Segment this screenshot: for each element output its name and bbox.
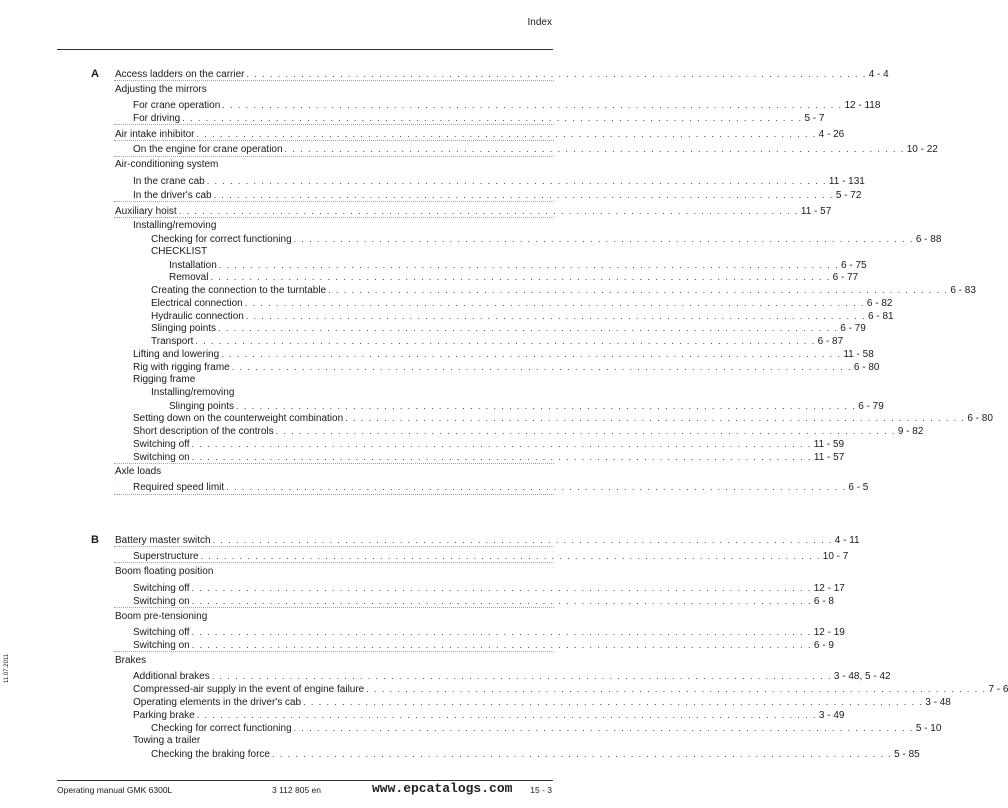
entry-label: Operating elements in the driver's cab [133, 697, 302, 708]
entry-page-ref: 6 - 8 [813, 596, 834, 607]
dot-leader: . . . . . . . . . . . . . . . . . . . . . . . . . . . . . . . . . . . . . . . . . . . . . . . . . . . . . . . . . . . . . . . . . . . . . . . . . . . . . . . . [178, 206, 799, 216]
entry-label: Hydraulic connection [151, 311, 244, 322]
entry-page-ref: 5 - 7 [804, 113, 825, 124]
entry-page-ref: 11 - 59 [813, 439, 845, 450]
entry-page-ref: 3 - 49 [818, 710, 845, 721]
entry-label: Additional brakes [133, 671, 210, 682]
index-entry [133, 670, 891, 683]
entry-label: Compressed-air supply in the event of engine failure [133, 684, 365, 695]
entry-page-ref: 5 - 85 [894, 749, 920, 760]
entry-page-ref: 3 - 48, 5 - 42 [833, 671, 891, 682]
entry-label: Boom floating position [115, 566, 214, 577]
entry-separator-rule [114, 562, 554, 563]
entry-page-ref: 6 - 9 [813, 640, 834, 651]
index-entry [151, 284, 976, 297]
entry-label: Checking for correct functioning [151, 723, 292, 734]
entry-label: Slinging points [169, 401, 235, 412]
index-entry [115, 84, 207, 96]
footer-doc-number: 3 112 805 en [272, 785, 321, 795]
dot-leader: . . . . . . . . . . . . . . . . . . . . . . . . . . . . . . . . . . . . . . . . . . . . . . . . . . . . . . . . . . . . . . . . . . . . . . . . . . . . . . . . [206, 176, 827, 186]
entry-page-ref: 12 - 19 [813, 627, 845, 638]
entry-label: Switching on [133, 452, 190, 463]
entry-label: Removal [169, 272, 209, 283]
entry-page-ref: 6 - 83 [950, 285, 976, 296]
entry-label: In the crane cab [133, 176, 205, 187]
entry-label: Boom pre-tensioning [115, 611, 208, 622]
dot-leader: . . . . . . . . . . . . . . . . . . . . . . . . . . . . . . . . . . . . . . . . . . . . . . . . . . . . . . . . . . . . . . . . . . . . . . . . . . . . . . . . [218, 323, 839, 333]
entry-label: Setting down on the counterweight combination [133, 413, 344, 424]
dot-leader: . . . . . . . . . . . . . . . . . . . . . . . . . . . . . . . . . . . . . . . . . . . . . . . . . . . . . . . . . . . . . . . . . . . . . . . . . . . . . . . . [284, 144, 905, 154]
footer-manual-title: Operating manual GMK 6300L [57, 785, 173, 795]
entry-separator-rule [114, 140, 554, 141]
index-entry [133, 709, 845, 722]
entry-page-ref: 11 - 57 [813, 452, 845, 463]
entry-label: Rigging frame [133, 374, 196, 385]
entry-separator-rule [114, 217, 554, 218]
entry-label: Switching off [133, 627, 190, 638]
dot-leader: . . . . . . . . . . . . . . . . . . . . . . . . . . . . . . . . . . . . . . . . . . . . . . . . . . . . . . . . . . . . . . . . . . . . . . . . . . . . . . . . [246, 69, 867, 79]
dot-leader: . . . . . . . . . . . . . . . . . . . . . . . . . . . . . . . . . . . . . . . . . . . . . . . . . . . . . . . . . . . . . . . . . . . . . . . . . . . . . . . . [212, 535, 833, 545]
entry-page-ref: 5 - 72 [835, 190, 862, 201]
entry-page-ref: 12 - 118 [844, 100, 881, 111]
entry-page-ref: 4 - 4 [868, 69, 889, 80]
entry-label: Superstructure [133, 551, 199, 562]
dot-leader: . . . . . . . . . . . . . . . . . . . . . . . . . . . . . . . . . . . . . . . . . . . . . . . . . . . . . . . . . . . . . . . . . . . . . . . . . . . . . . . . [245, 311, 867, 321]
index-entry [133, 175, 865, 188]
entry-page-ref: 5 - 10 [915, 723, 942, 734]
dot-leader: . . . . . . . . . . . . . . . . . . . . . . . . . . . . . . . . . . . . . . . . . . . . . . . . . . . . . . . . . . . . . . . . . . . . . . . . . . . . . . . . [293, 723, 914, 733]
index-entry [115, 159, 218, 171]
index-entry [133, 412, 993, 425]
index-entry [133, 99, 881, 112]
entry-label: Slinging points [151, 323, 217, 334]
dot-leader: . . . . . . . . . . . . . . . . . . . . . . . . . . . . . . . . . . . . . . . . . . . . . . . . . . . . . . . . . . . . . . . . . . . . . . . . . . . . . . . . [191, 627, 812, 637]
entry-page-ref: 6 - 88 [915, 234, 942, 245]
dot-leader: . . . . . . . . . . . . . . . . . . . . . . . . . . . . . . . . . . . . . . . . . . . . . . . . . . . . . . . . . . . . . . . . . . . . . . . . . . . . . . . . [196, 129, 817, 139]
index-entry [169, 271, 859, 284]
index-entry [133, 481, 869, 494]
footer-page-number: 15 - 3 [530, 785, 552, 795]
dot-leader: . . . . . . . . . . . . . . . . . . . . . . . . . . . . . . . . . . . . . . . . . . . . . . . . . . . . . . . . . . . . . . . . . . . . . . . . . . . . . . . . [328, 285, 949, 295]
index-entry [133, 348, 874, 361]
dot-leader: . . . . . . . . . . . . . . . . . . . . . . . . . . . . . . . . . . . . . . . . . . . . . . . . . . . . . . . . . . . . . . . . . . . . . . . . . . . . . . . . [195, 336, 816, 346]
index-entry [115, 466, 161, 478]
entry-label: Towing a trailer [133, 735, 201, 746]
dot-leader: . . . . . . . . . . . . . . . . . . . . . . . . . . . . . . . . . . . . . . . . . . . . . . . . . . . . . . . . . . . . . . . . . . . . . . . . . . . . . . . . [213, 190, 834, 200]
entry-label: On the engine for crane operation [133, 144, 283, 155]
index-entry [133, 683, 1008, 696]
dot-leader: . . . . . . . . . . . . . . . . . . . . . . . . . . . . . . . . . . . . . . . . . . . . . . . . . . . . . . . . . . . . . . . . . . . . . . . . . . . . . . . . [200, 551, 821, 561]
index-entry [115, 566, 213, 578]
index-entry [151, 233, 942, 246]
dot-leader: . . . . . . . . . . . . . . . . . . . . . . . . . . . . . . . . . . . . . . . . . . . . . . . . . . . . . . . . . . . . . . . . . . . . . . . . . . . . . . . . [191, 640, 812, 650]
index-entry [133, 143, 938, 156]
entry-label: Switching on [133, 596, 190, 607]
dot-leader: . . . . . . . . . . . . . . . . . . . . . . . . . . . . . . . . . . . . . . . . . . . . . . . . . . . . . . . . . . . . . . . . . . . . . . . . . . . . . . . . [191, 439, 812, 449]
index-letter-b: B [91, 534, 99, 546]
entry-page-ref: 6 - 77 [832, 272, 859, 283]
side-date: 11.07.2011 [4, 653, 10, 683]
entry-label: Lifting and lowering [133, 349, 220, 360]
entry-page-ref: 6 - 79 [858, 401, 884, 412]
index-entry [151, 246, 207, 258]
entry-label: Required speed limit [133, 482, 225, 493]
entry-page-ref: 6 - 80 [853, 362, 880, 373]
entry-label: Adjusting the mirrors [115, 84, 207, 95]
entry-separator-rule [114, 201, 554, 202]
dot-leader: . . . . . . . . . . . . . . . . . . . . . . . . . . . . . . . . . . . . . . . . . . . . . . . . . . . . . . . . . . . . . . . . . . . . . . . . . . . . . . . . [191, 596, 812, 606]
header-section-label: Index [527, 17, 552, 28]
index-entry [151, 335, 844, 348]
entry-label: Creating the connection to the turntable [151, 285, 327, 296]
dot-leader: . . . . . . . . . . . . . . . . . . . . . . . . . . . . . . . . . . . . . . . . . . . . . . . . . . . . . . . . . . . . . . . . . . . . . . . . . . . . . . . . [222, 100, 843, 110]
entry-label: Rig with rigging frame [133, 362, 230, 373]
index-entry [115, 611, 207, 623]
index-entry [133, 425, 924, 438]
dot-leader: . . . . . . . . . . . . . . . . . . . . . . . . . . . . . . . . . . . . . . . . . . . . . . . . . . . . . . . . . . . . . . . . . . . . . . . . . . . . . . . . [218, 260, 839, 270]
entry-page-ref: 10 - 7 [822, 551, 849, 562]
dot-leader: . . . . . . . . . . . . . . . . . . . . . . . . . . . . . . . . . . . . . . . . . . . . . . . . . . . . . . . . . . . . . . . . . . . . . . . . . . . . . . . . [196, 710, 817, 720]
entry-page-ref: 4 - 26 [818, 129, 845, 140]
index-entry [133, 361, 880, 374]
entry-page-ref: 7 - 6 [988, 684, 1008, 695]
dot-leader: . . . . . . . . . . . . . . . . . . . . . . . . . . . . . . . . . . . . . . . . . . . . . . . . . . . . . . . . . . . . . . . . . . . . . . . . . . . . . . . . [211, 671, 832, 681]
entry-page-ref: 6 - 79 [840, 323, 866, 334]
entry-page-ref: 11 - 58 [843, 349, 874, 360]
index-entry [133, 438, 845, 451]
entry-label: Electrical connection [151, 298, 243, 309]
watermark-text: www.epcatalogs.com [372, 781, 513, 796]
dot-leader: . . . . . . . . . . . . . . . . . . . . . . . . . . . . . . . . . . . . . . . . . . . . . . . . . . . . . . . . . . . . . . . . . . . . . . . . . . . . . . . . [345, 413, 966, 423]
dot-leader: . . . . . . . . . . . . . . . . . . . . . . . . . . . . . . . . . . . . . . . . . . . . . . . . . . . . . . . . . . . . . . . . . . . . . . . . . . . . . . . . [366, 684, 987, 694]
entry-page-ref: 11 - 57 [800, 206, 832, 217]
entry-page-ref: 3 - 48 [925, 697, 951, 708]
entry-page-ref: 6 - 5 [848, 482, 869, 493]
entry-separator-rule [114, 607, 554, 608]
entry-label: Auxiliary hoist [115, 206, 177, 217]
entry-page-ref: 9 - 82 [897, 426, 924, 437]
dot-leader: . . . . . . . . . . . . . . . . . . . . . . . . . . . . . . . . . . . . . . . . . . . . . . . . . . . . . . . . . . . . . . . . . . . . . . . . . . . . . . . . [182, 113, 803, 123]
entry-page-ref: 4 - 11 [834, 535, 860, 546]
entry-page-ref: 6 - 80 [967, 413, 993, 424]
dot-leader: . . . . . . . . . . . . . . . . . . . . . . . . . . . . . . . . . . . . . . . . . . . . . . . . . . . . . . . . . . . . . . . . . . . . . . . . . . . . . . . . [231, 362, 852, 372]
entry-label: CHECKLIST [151, 246, 208, 257]
entry-label: Brakes [115, 655, 147, 666]
dot-leader: . . . . . . . . . . . . . . . . . . . . . . . . . . . . . . . . . . . . . . . . . . . . . . . . . . . . . . . . . . . . . . . . . . . . . . . . . . . . . . . . [191, 583, 812, 593]
index-entry [133, 735, 200, 747]
entry-page-ref: 6 - 82 [866, 298, 893, 309]
dot-leader: . . . . . . . . . . . . . . . . . . . . . . . . . . . . . . . . . . . . . . . . . . . . . . . . . . . . . . . . . . . . . . . . . . . . . . . . . . . . . . . . [210, 272, 831, 282]
entry-page-ref: 12 - 17 [813, 583, 845, 594]
index-entry [151, 722, 942, 735]
entry-label: For driving [133, 113, 181, 124]
entry-separator-rule [114, 156, 554, 157]
index-entry [151, 322, 866, 335]
entry-separator-rule [114, 546, 554, 547]
entry-label: Switching off [133, 583, 190, 594]
dot-leader: . . . . . . . . . . . . . . . . . . . . . . . . . . . . . . . . . . . . . . . . . . . . . . . . . . . . . . . . . . . . . . . . . . . . . . . . . . . . . . . . [221, 349, 842, 359]
entry-label: Battery master switch [115, 535, 211, 546]
index-entry [133, 374, 195, 386]
header-rule [57, 49, 553, 50]
entry-label: Installing/removing [151, 387, 235, 398]
entry-label: Checking for correct functioning [151, 234, 292, 245]
index-entry [151, 387, 234, 399]
entry-label: Switching off [133, 439, 190, 450]
index-entry [133, 696, 951, 709]
entry-separator-rule [114, 124, 554, 125]
index-entry [133, 582, 845, 595]
entry-separator-rule [114, 80, 554, 81]
dot-leader: . . . . . . . . . . . . . . . . . . . . . . . . . . . . . . . . . . . . . . . . . . . . . . . . . . . . . . . . . . . . . . . . . . . . . . . . . . . . . . . . [275, 426, 896, 436]
dot-leader: . . . . . . . . . . . . . . . . . . . . . . . . . . . . . . . . . . . . . . . . . . . . . . . . . . . . . . . . . . . . . . . . . . . . . . . . . . . . . . . . [271, 749, 893, 759]
index-entry [133, 626, 845, 639]
index-entry [151, 748, 920, 761]
entry-separator-rule [114, 651, 554, 652]
entry-label: Switching on [133, 640, 190, 651]
entry-page-ref: 6 - 75 [841, 260, 867, 271]
entry-label: Parking brake [133, 710, 195, 721]
dot-leader: . . . . . . . . . . . . . . . . . . . . . . . . . . . . . . . . . . . . . . . . . . . . . . . . . . . . . . . . . . . . . . . . . . . . . . . . . . . . . . . . [226, 482, 847, 492]
index-entry [151, 297, 893, 310]
entry-label: In the driver's cab [133, 190, 212, 201]
entry-page-ref: 6 - 87 [817, 336, 844, 347]
entry-label: Checking the braking force [151, 749, 270, 760]
entry-label: Access ladders on the carrier [115, 69, 245, 80]
dot-leader: . . . . . . . . . . . . . . . . . . . . . . . . . . . . . . . . . . . . . . . . . . . . . . . . . . . . . . . . . . . . . . . . . . . . . . . . . . . . . . . . [236, 401, 857, 411]
entry-label: For crane operation [133, 100, 221, 111]
index-letter-a: A [91, 68, 99, 80]
entry-label: Air-conditioning system [115, 159, 219, 170]
entry-label: Transport [151, 336, 194, 347]
entry-label: Axle loads [115, 466, 162, 477]
dot-leader: . . . . . . . . . . . . . . . . . . . . . . . . . . . . . . . . . . . . . . . . . . . . . . . . . . . . . . . . . . . . . . . . . . . . . . . . . . . . . . . . [293, 234, 914, 244]
entry-label: Air intake inhibitor [115, 129, 195, 140]
entry-label: Short description of the controls [133, 426, 274, 437]
index-entry [115, 655, 146, 667]
dot-leader: . . . . . . . . . . . . . . . . . . . . . . . . . . . . . . . . . . . . . . . . . . . . . . . . . . . . . . . . . . . . . . . . . . . . . . . . . . . . . . . . [191, 452, 812, 462]
entry-separator-rule [114, 494, 554, 495]
entry-page-ref: 11 - 131 [828, 176, 865, 187]
dot-leader: . . . . . . . . . . . . . . . . . . . . . . . . . . . . . . . . . . . . . . . . . . . . . . . . . . . . . . . . . . . . . . . . . . . . . . . . . . . . . . . . [244, 298, 865, 308]
entry-separator-rule [114, 463, 554, 464]
entry-page-ref: 6 - 81 [868, 311, 894, 322]
index-entry [133, 220, 216, 232]
entry-label: Installation [169, 260, 217, 271]
entry-label: Installing/removing [133, 220, 217, 231]
dot-leader: . . . . . . . . . . . . . . . . . . . . . . . . . . . . . . . . . . . . . . . . . . . . . . . . . . . . . . . . . . . . . . . . . . . . . . . . . . . . . . . . [303, 697, 924, 707]
entry-page-ref: 10 - 22 [906, 144, 938, 155]
